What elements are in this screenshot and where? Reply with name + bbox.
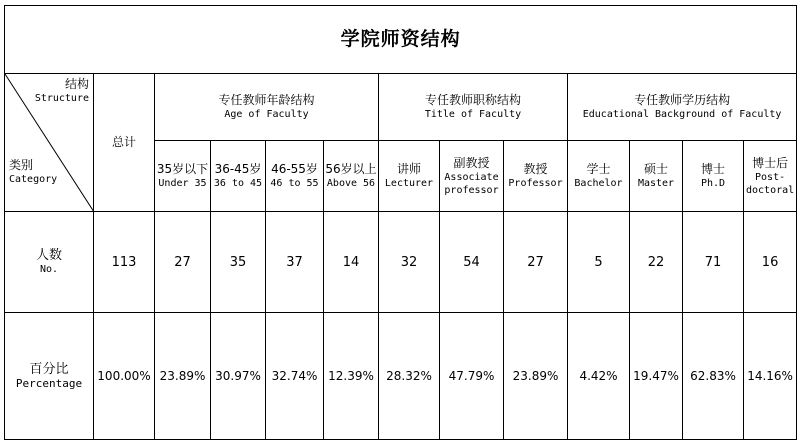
table-cell: 47.79%: [440, 313, 504, 440]
column-header-zh: 56岁以上: [325, 162, 377, 176]
row-label-zh: 百分比: [29, 362, 69, 377]
column-header-en: 46 to 55: [270, 178, 319, 189]
table-cell: 37: [266, 212, 324, 313]
structure-label: [35, 77, 89, 105]
column-header: [440, 141, 504, 212]
table-cell: 30.97%: [211, 313, 266, 440]
category-label-en: Category: [9, 174, 58, 185]
column-header: [155, 141, 211, 212]
table-cell: 4.42%: [568, 313, 630, 440]
column-header: [568, 141, 630, 212]
column-header-zh: 硕士: [643, 162, 668, 176]
corner-header: [5, 74, 94, 212]
table-cell: 71: [683, 212, 744, 313]
column-header-zh: 博士后: [752, 155, 789, 170]
column-header: [683, 141, 744, 212]
group-header-en: Title of Faculty: [424, 109, 522, 120]
column-header-en: 36 to 45: [213, 178, 263, 189]
column-header-en: Ph.D: [700, 178, 726, 189]
row-label-zh: 人数: [35, 248, 62, 263]
total-header: 总计: [94, 74, 155, 212]
table-cell: 35: [211, 212, 266, 313]
table-cell: 19.47%: [630, 313, 683, 440]
category-label: [9, 158, 57, 186]
group-header-en: Educational Background of Faculty: [582, 109, 782, 120]
faculty-structure-table: [4, 5, 797, 440]
column-header-en: Above 56: [326, 178, 376, 189]
table-cell: 14.16%: [744, 313, 797, 440]
table-cell: 32: [379, 212, 440, 313]
table-row: [5, 313, 797, 440]
column-header-zh: 副教授: [453, 155, 490, 170]
column-header-zh: 46-55岁: [271, 162, 318, 176]
table-cell: 16: [744, 212, 797, 313]
column-header: [630, 141, 683, 212]
table-cell: 113: [94, 212, 155, 313]
column-header-zh: 博士: [700, 162, 725, 176]
table-cell: 54: [440, 212, 504, 313]
table-title: 学院师资结构: [5, 6, 797, 74]
column-header-zh: 教授: [523, 162, 548, 176]
column-header: [211, 141, 266, 212]
table-cell: 12.39%: [324, 313, 379, 440]
table-cell: 100.00%: [94, 313, 155, 440]
row-label-en: No.: [39, 264, 59, 275]
column-header-en: Professor: [508, 178, 563, 189]
table-cell: 22: [630, 212, 683, 313]
column-header: [744, 141, 797, 212]
table-cell: 28.32%: [379, 313, 440, 440]
table-cell: 14: [324, 212, 379, 313]
group-header-zh: 专任教师年龄结构: [218, 93, 315, 107]
group-header-zh: 专任教师学历结构: [634, 93, 731, 107]
table-cell: 27: [155, 212, 211, 313]
group-header-zh: 专任教师职称结构: [424, 93, 521, 107]
column-header-zh: 36-45岁: [214, 162, 262, 176]
table-cell: 23.89%: [504, 313, 568, 440]
column-header: [504, 141, 568, 212]
group-header-age: [155, 74, 379, 141]
column-header-zh: 学士: [586, 162, 611, 176]
column-header-en: Under 35: [158, 178, 207, 189]
row-label-en: Percentage: [15, 377, 83, 390]
category-label-zh: 类别: [9, 158, 34, 172]
column-header-en: Bachelor: [574, 178, 623, 189]
column-header-zh: 讲师: [396, 162, 421, 176]
table-cell: 32.74%: [266, 313, 324, 440]
group-header-title: [379, 74, 568, 141]
column-header: [266, 141, 324, 212]
column-header-en: Master: [637, 178, 675, 189]
group-header-en: Age of Faculty: [224, 109, 309, 120]
column-header: [379, 141, 440, 212]
row-label: [5, 313, 94, 440]
table-cell: 27: [504, 212, 568, 313]
structure-label-zh: 结构: [64, 77, 89, 91]
column-header: [324, 141, 379, 212]
table-cell: 62.83%: [683, 313, 744, 440]
row-label: [5, 212, 94, 313]
column-header-en: Post-doctoral: [745, 171, 795, 196]
column-header-en: Associate professor: [444, 171, 499, 196]
table-cell: 23.89%: [155, 313, 211, 440]
table-cell: 5: [568, 212, 630, 313]
table-row: [5, 212, 797, 313]
column-header-en: Lecturer: [384, 178, 434, 189]
structure-label-en: Structure: [34, 93, 89, 104]
column-header-zh: 35岁以下: [156, 162, 209, 176]
group-header-education: [568, 74, 797, 141]
